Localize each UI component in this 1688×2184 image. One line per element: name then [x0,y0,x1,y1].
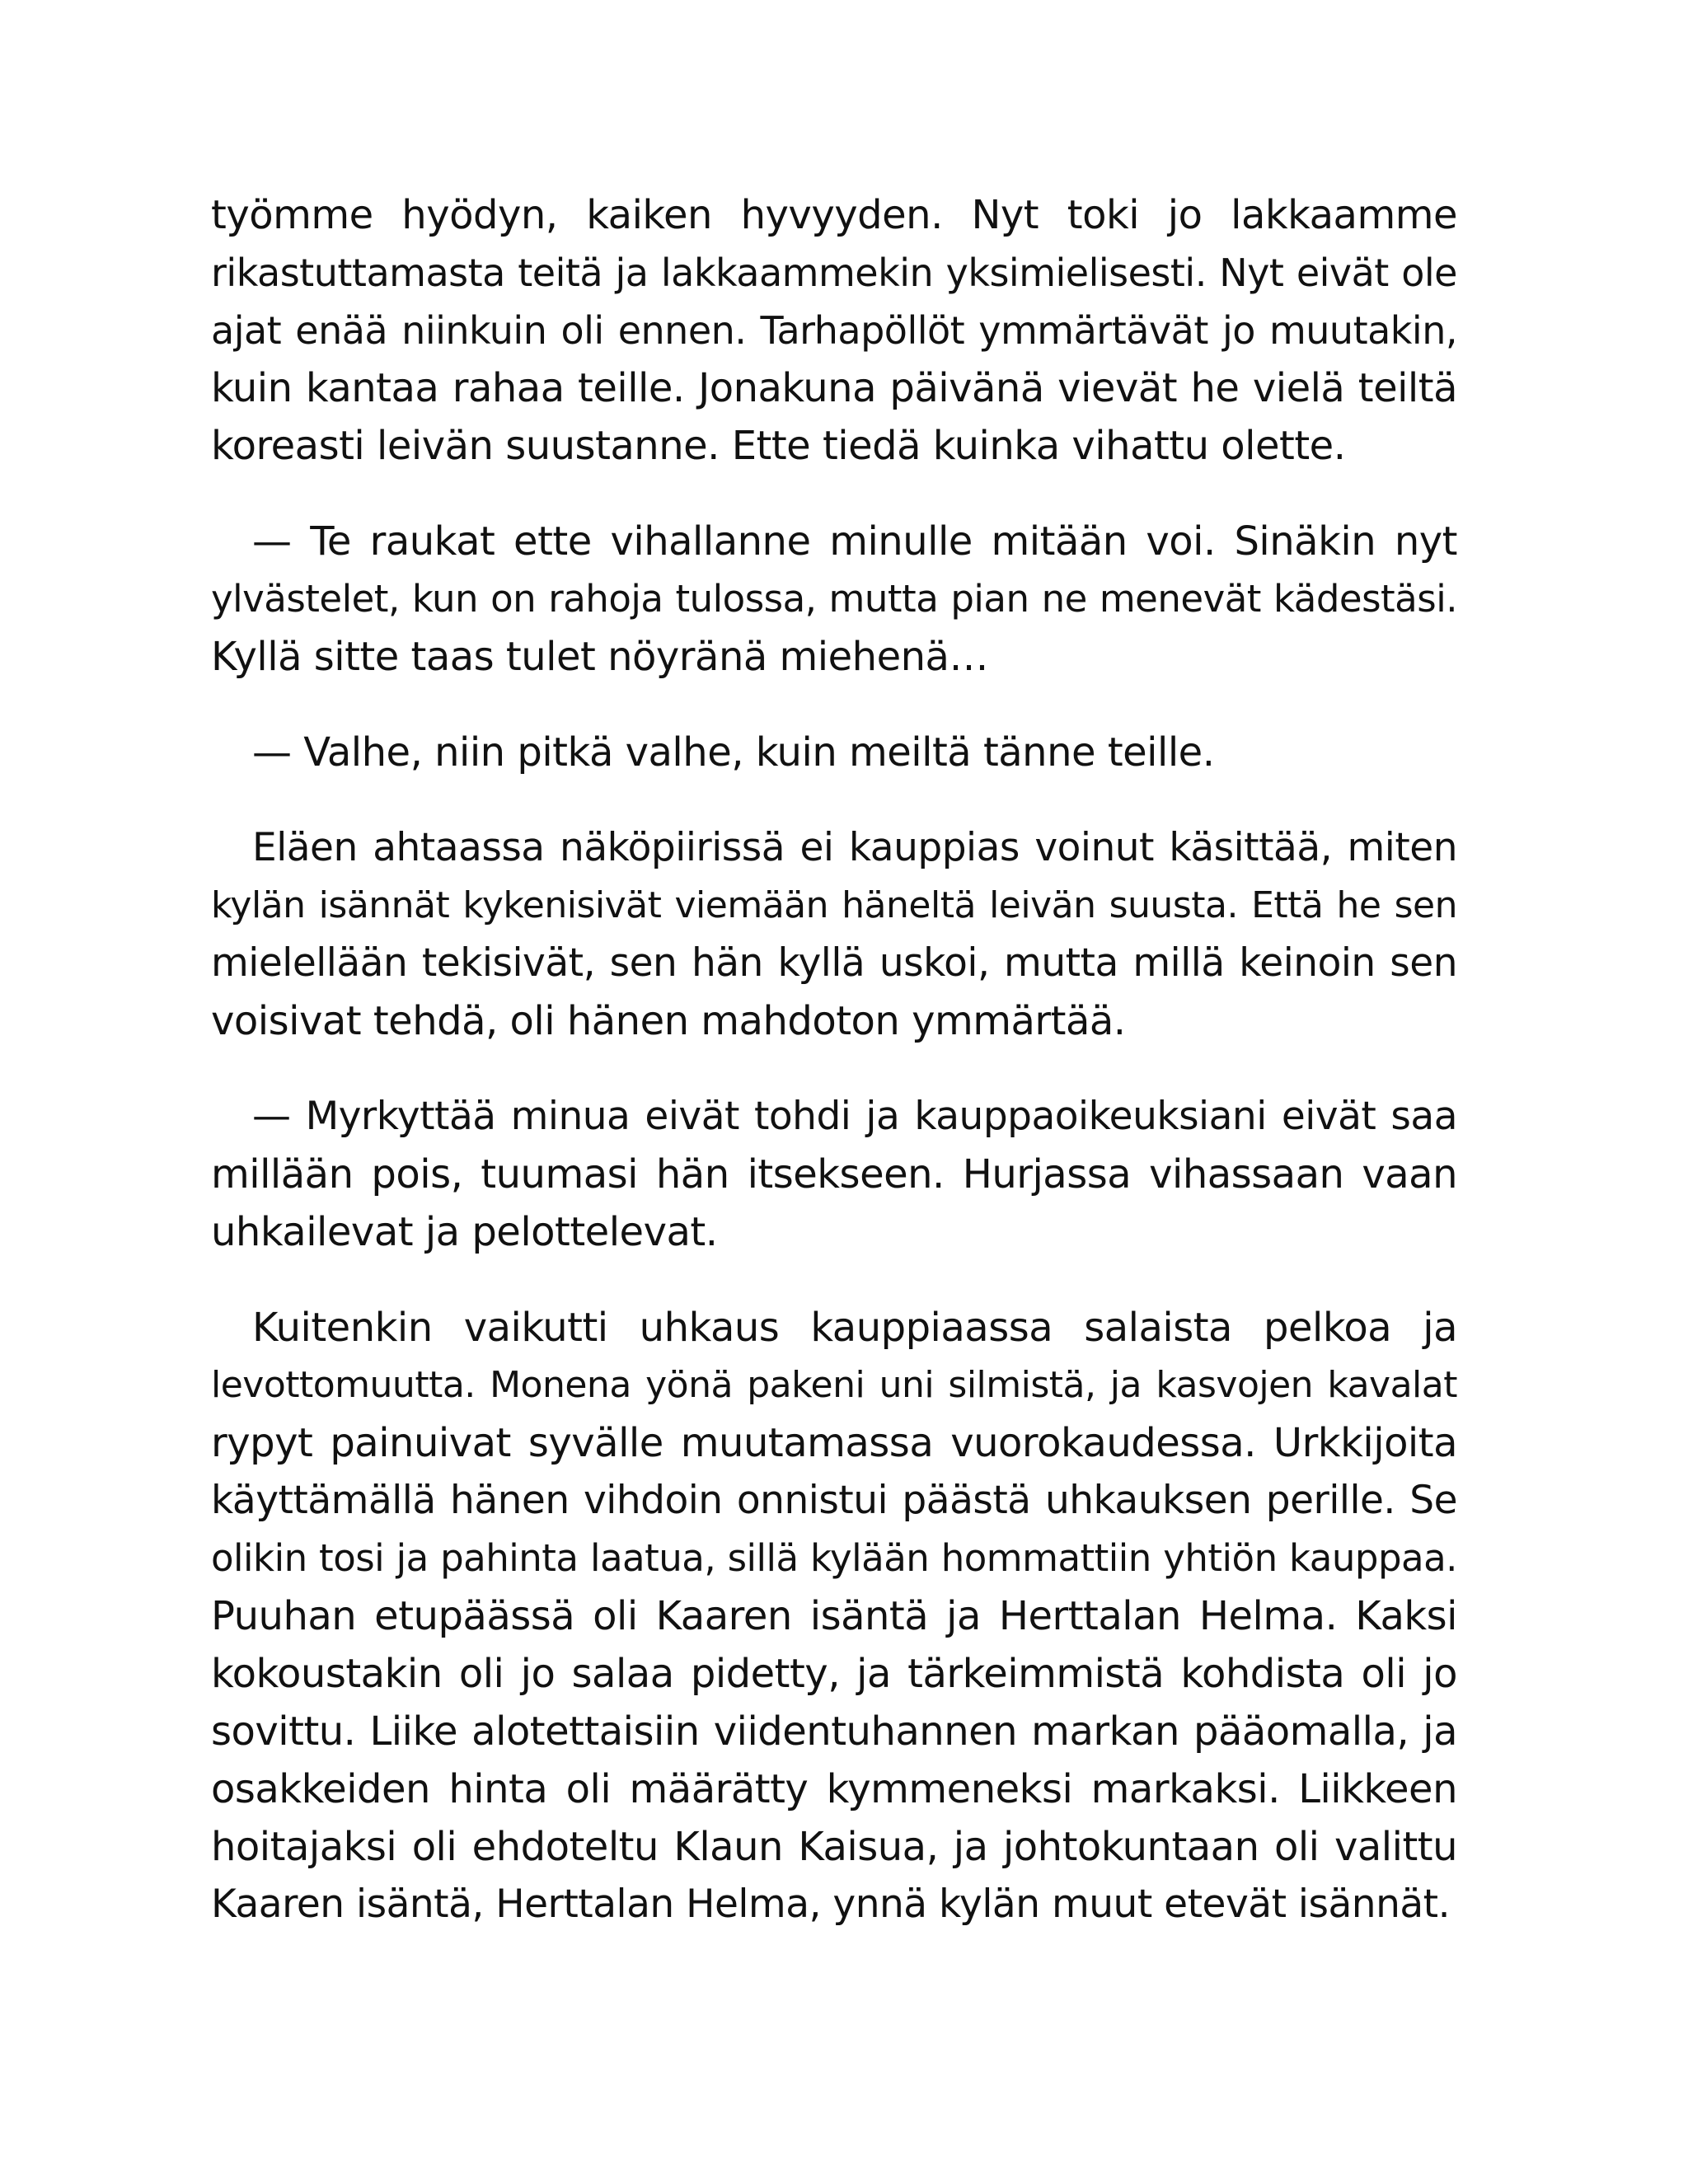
text-line: Kuitenkin vaikutti uhkaus kauppiaassa salaista pelkoa ja [252,1305,1457,1351]
text-line: hoitajaksi oli ehdoteltu Klaun Kaisua, ja johtokuntaan oli valittu [211,1824,1457,1870]
text-line: — Myrkyttää minua eivät tohdi ja kauppaoikeuksiani eivät saa [252,1094,1457,1139]
text-line: millään pois, tuumasi hän itsekseen. Hurjassa vihassaan vaan [211,1151,1457,1197]
text-line: Kyllä sitte taas tulet nöyränä miehenä… [211,634,988,680]
text-line: — Te raukat ette vihallanne minulle mitään voi. Sinäkin nyt [252,518,1457,565]
text-line: kuin kantaa rahaa teille. Jonakuna päivänä vievät he vielä teiltä [211,365,1457,411]
paragraph-6 [211,1299,1457,1933]
text-line: rikastuttamasta teitä ja lakkaammekin yksimielisesti. Nyt eivät ole [211,251,1457,295]
text-line: mielellään tekisivät, sen hän kyllä uskoi, mutta millä keinoin sen [211,940,1457,986]
text-line: kokoustakin oli jo salaa pidetty, ja tärkeimmistä kohdista oli jo [211,1651,1457,1697]
text-line: voisivat tehdä, oli hänen mahdoton ymmärtää. [211,998,1126,1044]
text-line: levottomuutta. Monena yönä pakeni uni silmistä, ja kasvojen kavalat [211,1364,1457,1406]
text-line: ajat enää niinkuin oli ennen. Tarhapöllöt ymmärtävät jo muutakin, [211,308,1457,353]
text-line: — Valhe, niin pitkä valhe, kuin meiltä tänne teille. [252,729,1215,776]
text-line: Kaaren isäntä, Herttalan Helma, ynnä kylän muut etevät isännät. [211,1882,1451,1927]
text-line: Puuhan etupäässä oli Kaaren isäntä ja Herttalan Helma. Kaksi [211,1593,1457,1639]
text-line: ylvästelet, kun on rahoja tulossa, mutta pian ne menevät kädestäsi. [211,577,1457,621]
text-line: työmme hyödyn, kaiken hyvyyden. Nyt toki jo lakkaamme [211,192,1457,238]
paragraph-4 [211,819,1457,1050]
text-line: käyttämällä hänen vihdoin onnistui päästä uhkauksen perille. Se [211,1478,1457,1523]
text-line: sovittu. Liike alotettaisiin viidentuhannen markan pääomalla, ja [211,1708,1457,1755]
paragraph-2 [211,513,1457,686]
paragraph-3 [211,724,1457,781]
text-line: rypyt painuivat syvälle muutamassa vuorokaudessa. Urkkijoita [211,1420,1457,1466]
text-line: osakkeiden hinta oli määrätty kymmeneksi markaksi. Liikkeen [211,1766,1457,1812]
text-line: koreasti leivän suustanne. Ette tiedä kuinka vihattu olette. [211,423,1346,469]
paragraph-1 [211,186,1457,475]
paragraph-5 [211,1088,1457,1261]
text-line: olikin tosi ja pahinta laatua, sillä kylään hommattiin yhtiön kauppaa. [211,1536,1457,1580]
text-line: kylän isännät kykenisivät viemään häneltä leivän suusta. Että he sen [211,884,1457,926]
text-line: uhkailevat ja pelottelevat. [211,1209,718,1255]
book-page [211,186,1457,1971]
text-line: Eläen ahtaassa näköpiirissä ei kauppias voinut käsittää, miten [252,825,1457,870]
